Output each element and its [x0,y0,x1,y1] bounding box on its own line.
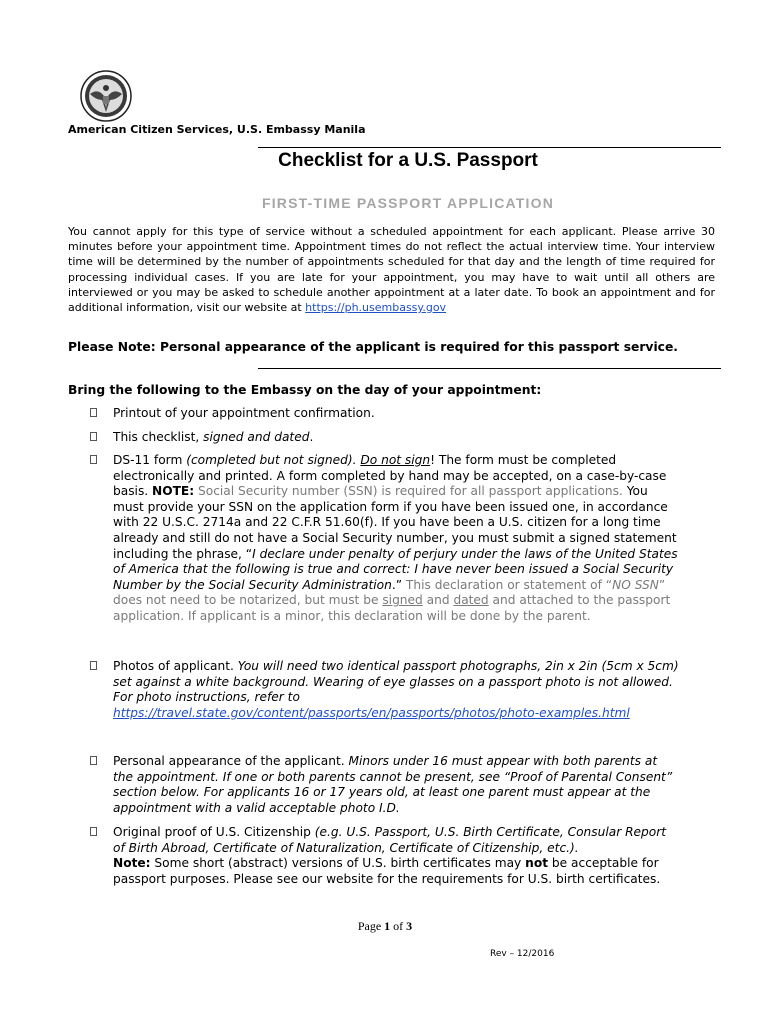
bring-heading: Bring the following to the Embassy on the day of your appointment: [68,383,542,397]
intro-text: You cannot apply for this type of service without a scheduled appointment for each applicant. Please arrive 30 minutes before your appointment time. Appointment times do not reflect the actual interview time. Your interview time will be determined by the number of appointments scheduled for that day and the length of time required for processing individual cases. If you are late for your appointment, you may have to wait until all others are interviewed or you may be asked to schedule another appointment at a later date. To book an appointment and for additional information, visit our website at [68,225,715,315]
page-number: Page 1 of 3 [357,919,413,933]
checkbox-icon[interactable] [90,827,97,836]
checklist-item-confirmation [90,406,680,422]
item-text: Printout of your appointment confirmation. [113,406,375,420]
checkbox-icon[interactable] [90,432,97,441]
checkbox-icon[interactable] [90,455,97,464]
checklist-item-citizenship [90,825,680,887]
page-subtitle: FIRST-TIME PASSPORT APPLICATION [261,195,555,211]
checkbox-icon[interactable] [90,661,97,670]
checklist-item-appearance [90,754,680,816]
appearance-note: Please Note: Personal appearance of the applicant is required for this passport service. [68,340,678,354]
intro-paragraph [68,224,715,315]
item-text: Original proof of U.S. Citizenship (e.g. U.S. Passport, U.S. Birth Certificate, Consular Report of Birth Abroad, Certificate of Naturalization, Certificate of Citizenship, etc.). Note: Some short (abstract) versions of U.S. birth certificates may not be acceptable for passport purposes. Please see our website for the requirements for U.S. birth certificates. [113,825,667,886]
item-text: DS-11 form (completed but not signed). Do not sign! The form must be completed electronically and printed. A form completed by hand may be accepted, on a case-by-case basis. NOTE: Social Security number (SSN) is required for all passport applications. You must provide your SSN on the application form if you have been issued one, in accordance with 22 U.S.C. 2714a and 22 C.F.R 51.60(f). If you have been a U.S. citizen for a long time already and still do not have a Social Security number, you must submit a signed statement including the phrase, “I declare under penalty of perjury under the laws of the United States of America that the following is true and correct: I have never been issued a Social Security Number by the Social Security Administration.” This declaration or statement of “NO SSN” does not need to be notarized, but must be signed and dated and attached to the passport application. If applicant is a minor, this declaration will be done by the parent. [113,453,678,623]
page-title: Checklist for a U.S. Passport [278,150,538,171]
checklist-item-photos [90,659,680,721]
embassy-website-link[interactable]: https://ph.usembassy.gov [305,301,447,315]
checklist-item-checklist [90,430,680,446]
checklist-item-ds11 [90,453,680,625]
office-name: American Citizen Services, U.S. Embassy Manila [68,123,366,136]
item-text: Personal appearance of the applicant. Minors under 16 must appear with both parents at the appointment. If one or both parents cannot be present, see “Proof of Parental Consent” section below. For applicants 16 or 17 years old, at least one parent must appear at the appointment with a valid acceptable photo I.D. [113,754,673,815]
photo-instructions-link[interactable]: https://travel.state.gov/content/passports/en/passports/photos/photo-examples.html [113,705,630,720]
item-text: This checklist, signed and dated. [113,430,314,444]
header-divider [258,147,721,148]
checkbox-icon[interactable] [90,408,97,417]
note-divider [258,368,721,369]
revision-label: Rev – 12/2016 [490,949,555,959]
checkbox-icon[interactable] [90,756,97,765]
item-text: Photos of applicant. You will need two identical passport photographs, 2in x 2in (5cm x 5cm) set against a white background. Wearing of eye glasses on a passport photo is not allowed. For photo instructions, refer to https://travel.state.gov/content/passports/en/passports/photos/photo-examples.html [113,659,679,720]
embassy-seal-logo [80,70,132,122]
